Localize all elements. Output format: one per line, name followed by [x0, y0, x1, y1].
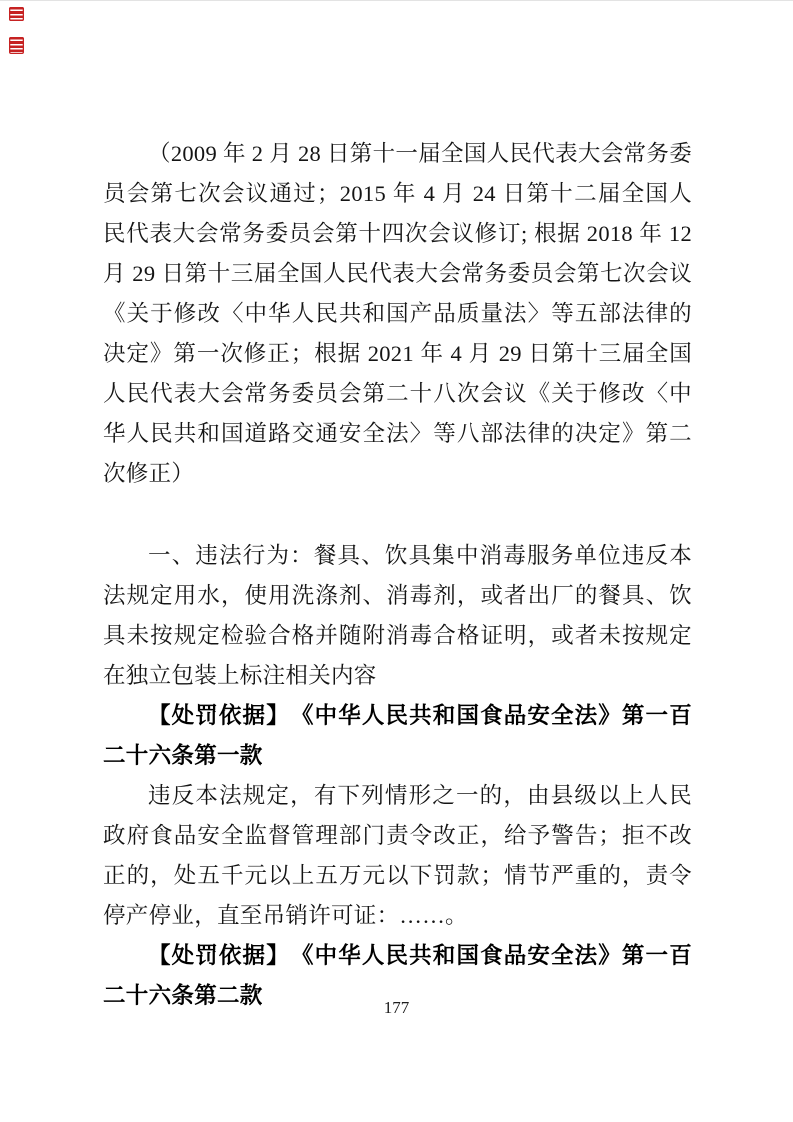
- red-stamp-mark-1: [9, 7, 24, 21]
- page-number: 177: [383, 998, 410, 1017]
- penalty-clause-paragraph: 违反本法规定，有下列情形之一的，由县级以上人民政府食品安全监督管理部门责令改正，给予警告；拒不改正的，处五千元以上五万元以下罚款；情节严重的，责令停产停业，直至吊销许可证：……。: [103, 783, 692, 928]
- penalty-basis-heading-2: 【处罚依据】 《中华人民共和国食品安全法》第一百二十六条第二款: [103, 943, 692, 1008]
- document-page: [103, 0, 692, 1016]
- penalty-basis-heading-1: 【处罚依据】 《中华人民共和国食品安全法》第一百二十六条第一款: [103, 703, 692, 768]
- red-stamp-mark-2: [9, 37, 24, 54]
- preamble-paragraph: （2009 年 2 月 28 日第十一届全国人民代表大会常务委员会第七次会议通过；2015 年 4 月 24 日第十二届全国人民代表大会常务委员会第十四次会议修订; 根据 2018 年 12 月 29 日第十三届全国人民代表大会常务委员会第七次会议《关于修改〈中华人民共和国产品质量法〉等五部法律的决定》第一次修正；根据 2021 年 4 月 29 日第十三届全国人民代表大会常务委员会第二十八次会议《关于修改〈中华人民共和国道路交通安全法〉等八部法律的决定》第二次修正）: [103, 141, 692, 486]
- violation-item-paragraph: 一、违法行为：餐具、饮具集中消毒服务单位违反本法规定用水，使用洗涤剂、消毒剂，或者出厂的餐具、饮具未按规定检验合格并随附消毒合格证明，或者未按规定在独立包装上标注相关内容: [103, 543, 692, 688]
